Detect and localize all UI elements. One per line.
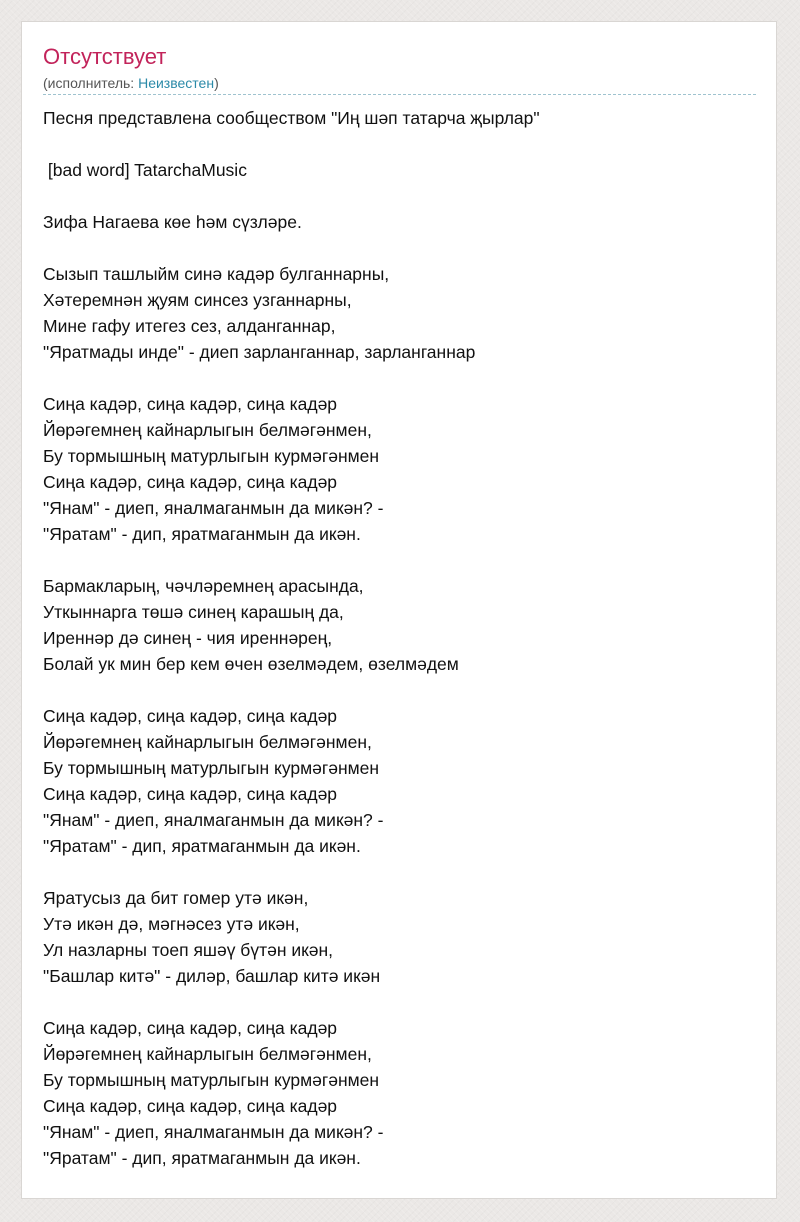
lyric-line: Йөрәгемнең кайнарлыгын белмәгәнмен,: [43, 732, 372, 752]
lyric-line: Сиңа кадәр, сиңа кадәр, сиңа кадәр: [43, 394, 338, 414]
lyric-line: Утә икән дә, мәгнәсез утә икән,: [43, 914, 300, 934]
lyric-line: Бу тормышның матурлыгын курмәгәнмен: [43, 446, 380, 466]
lyric-line: Зифа Нагаева көе һәм сүзләре.: [43, 212, 302, 232]
lyric-line: Сиңа кадәр, сиңа кадәр, сиңа кадәр: [43, 784, 338, 804]
lyric-gap: [43, 547, 753, 573]
lyric-line: Сызып ташлыйм синә кадәр булганнарны,: [43, 264, 390, 284]
title-divider: [43, 94, 756, 95]
song-title: Отсутствует: [43, 44, 167, 69]
lyric-line: Сиңа кадәр, сиңа кадәр, сиңа кадәр: [43, 706, 338, 726]
artist-link[interactable]: Неизвестен: [138, 75, 215, 91]
lyric-line: "Янам" - диеп, яналмаганмын да микән? -: [43, 810, 384, 830]
lyric-line: Йөрәгемнең кайнарлыгын белмәгәнмен,: [43, 420, 372, 440]
lyric-line: Бармакларың, чәчләремнең арасында,: [43, 576, 364, 596]
lyric-line: Хәтеремнән җуям синсез узганнарны,: [43, 290, 352, 310]
lyric-line: Яратусыз да бит гомер утә икән,: [43, 888, 309, 908]
lyric-line: "Яратам" - дип, яратмаганмын да икән.: [43, 1148, 361, 1168]
lyric-line: "Янам" - диеп, яналмаганмын да микән? -: [43, 1122, 384, 1142]
lyric-line: Сиңа кадәр, сиңа кадәр, сиңа кадәр: [43, 1096, 338, 1116]
lyric-gap: [43, 131, 753, 157]
artist-line: [43, 74, 219, 92]
lyric-line: "Башлар китә" - диләр, башлар китә икән: [43, 966, 381, 986]
lyric-line: "Яратам" - дип, яратмаганмын да икән.: [43, 524, 361, 544]
lyric-gap: [43, 183, 753, 209]
lyric-line: "Яратам" - дип, яратмаганмын да икән.: [43, 836, 361, 856]
lyric-line: Йөрәгемнең кайнарлыгын белмәгәнмен,: [43, 1044, 372, 1064]
lyric-line: Ул назларны тоеп яшәү бүтән икән,: [43, 940, 334, 960]
lyric-line: Сиңа кадәр, сиңа кадәр, сиңа кадәр: [43, 472, 338, 492]
lyric-gap: [43, 235, 753, 261]
lyric-line: Мине гафу итегез сез, алданганнар,: [43, 316, 336, 336]
lyric-line: Песня представлена сообществом "Иң шәп татарча җырлар": [43, 108, 540, 128]
lyric-line: Уткыннарга төшә синең карашың да,: [43, 602, 344, 622]
lyric-line: "Янам" - диеп, яналмаганмын да микән? -: [43, 498, 384, 518]
lyric-line: "Яратмады инде" - диеп зарланганнар, зарланганнар: [43, 342, 476, 362]
lyric-line: Иреннәр дә синең - чия иреннәрең,: [43, 628, 333, 648]
lyric-line: Бу тормышның матурлыгын курмәгәнмен: [43, 1070, 380, 1090]
lyric-line: Бу тормышның матурлыгын курмәгәнмен: [43, 758, 380, 778]
lyric-gap: [43, 859, 753, 885]
lyric-line: Сиңа кадәр, сиңа кадәр, сиңа кадәр: [43, 1018, 338, 1038]
lyrics-card: [21, 21, 777, 1199]
lyric-gap: [43, 677, 753, 703]
lyric-gap: [43, 989, 753, 1015]
lyric-line: [bad word] TatarchaMusic: [43, 160, 247, 180]
artist-prefix: (исполнитель:: [43, 75, 139, 91]
lyrics-text: [43, 105, 753, 1171]
artist-suffix: ): [214, 75, 219, 91]
lyric-line: Болай ук мин бер кем өчен өзелмәдем, өзелмәдем: [43, 654, 459, 674]
lyric-gap: [43, 365, 753, 391]
